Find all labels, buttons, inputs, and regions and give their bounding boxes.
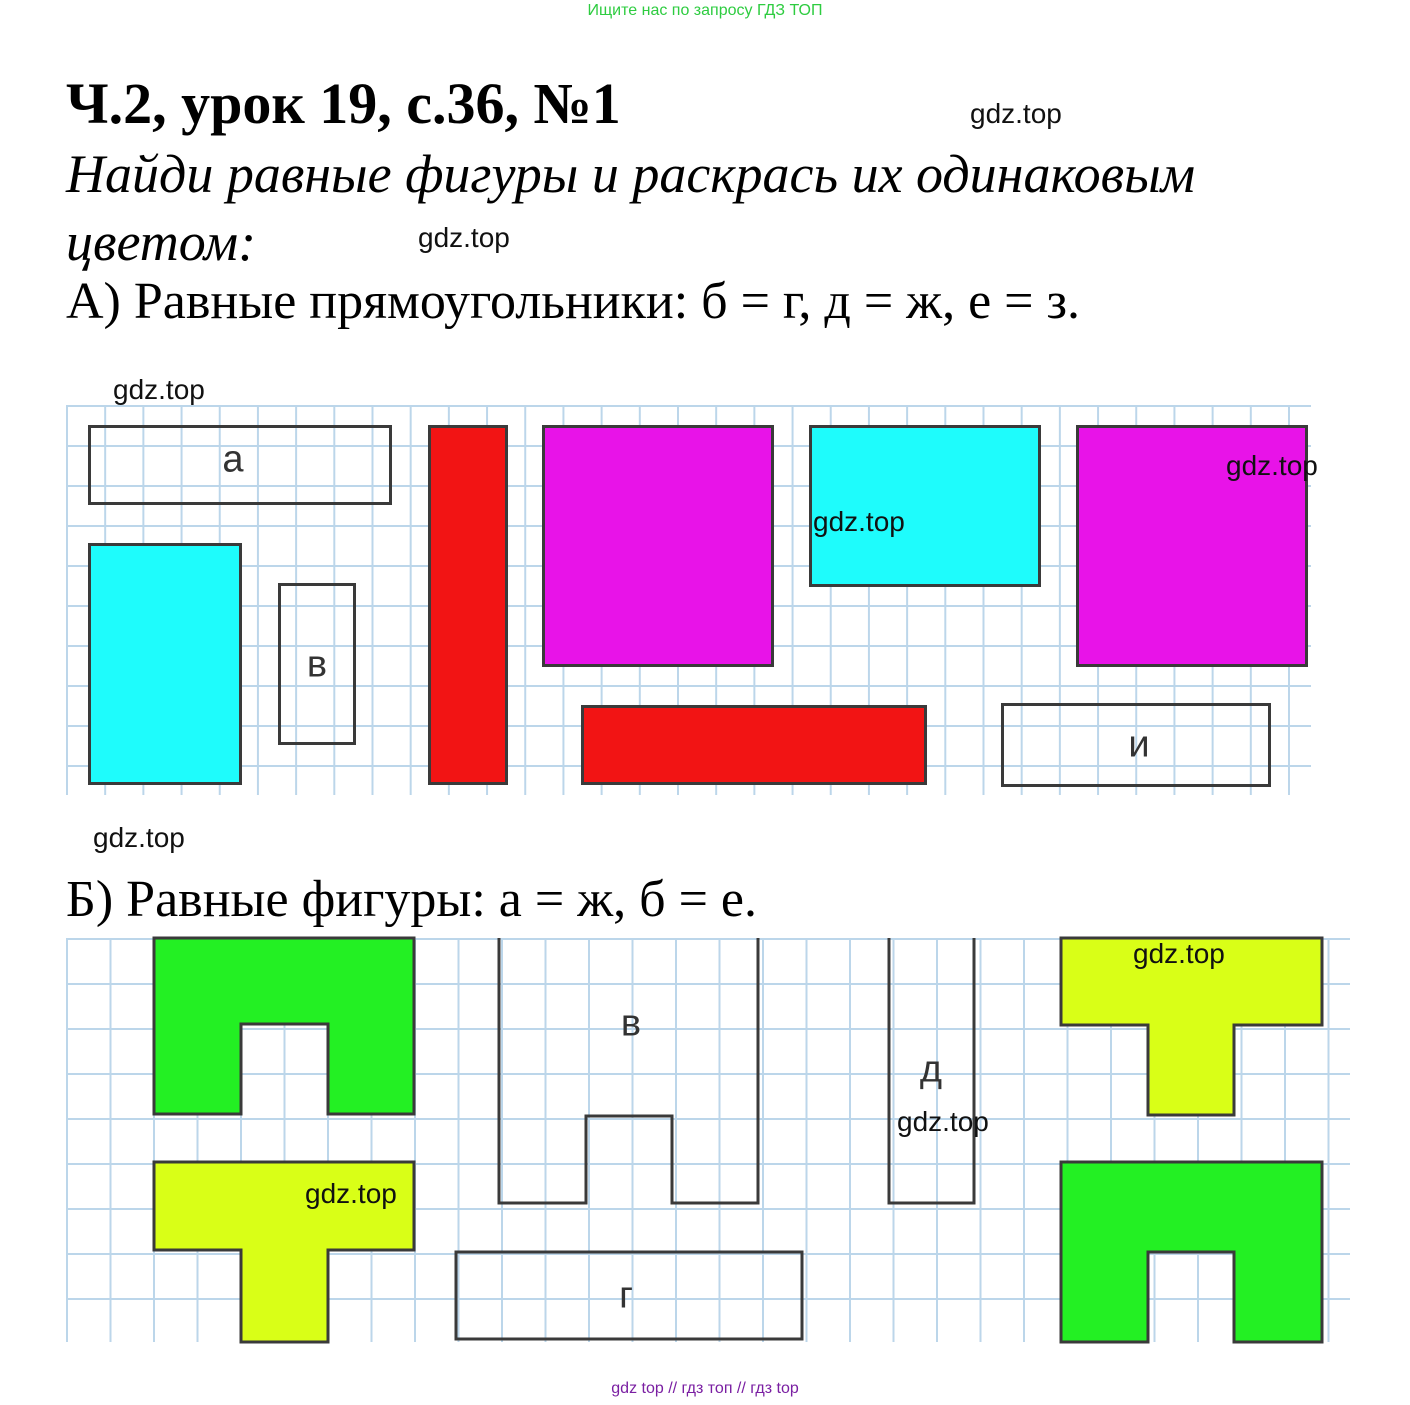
green-arch-2 [1061, 1162, 1322, 1342]
rect-b-cyan [88, 543, 242, 785]
rect-v-label: в [306, 643, 328, 686]
footer-links: gdz top // гдз топ // гдз top [611, 1380, 799, 1397]
watermark: gdz.top [93, 822, 185, 853]
answer-b: Б) Равные фигуры: а = ж, б = е. [66, 871, 758, 928]
watermark: gdz.top [418, 222, 510, 253]
watermark: gdz.top [113, 374, 205, 405]
answer-a: А) Равные прямоугольники: б = г, д = ж, е = з. [66, 273, 1081, 330]
watermark: gdz.top [813, 506, 905, 537]
task-text: Найди равные фигуры и раскрась их одинаковым цветом: [66, 144, 1196, 272]
watermark: gdz.top [305, 1178, 397, 1209]
rect-magenta-1 [542, 425, 774, 667]
search-hint: Ищите нас по запросу ГДЗ ТОП [587, 2, 823, 19]
watermark: gdz.top [970, 98, 1062, 129]
watermark: gdz.top [1133, 938, 1225, 969]
outline-u-v [499, 938, 758, 1203]
watermark: gdz.top [1226, 450, 1318, 481]
watermark: gdz.top [897, 1106, 989, 1137]
rect-red-vertical [428, 425, 508, 785]
page-title: Ч.2, урок 19, с.36, №1 [66, 71, 621, 136]
figures-svg [66, 938, 1350, 1342]
green-arch-1 [154, 938, 414, 1114]
rect-i-label: и [1128, 723, 1150, 766]
rect-a-label: а [222, 438, 244, 481]
figures-grid [66, 938, 1350, 1342]
rect-red-horizontal [581, 705, 927, 785]
shape-d-label: д [919, 1048, 943, 1091]
rectangles-grid [66, 405, 1311, 795]
shape-v-label: в [620, 1002, 642, 1045]
shape-g-label: г [619, 1274, 633, 1317]
